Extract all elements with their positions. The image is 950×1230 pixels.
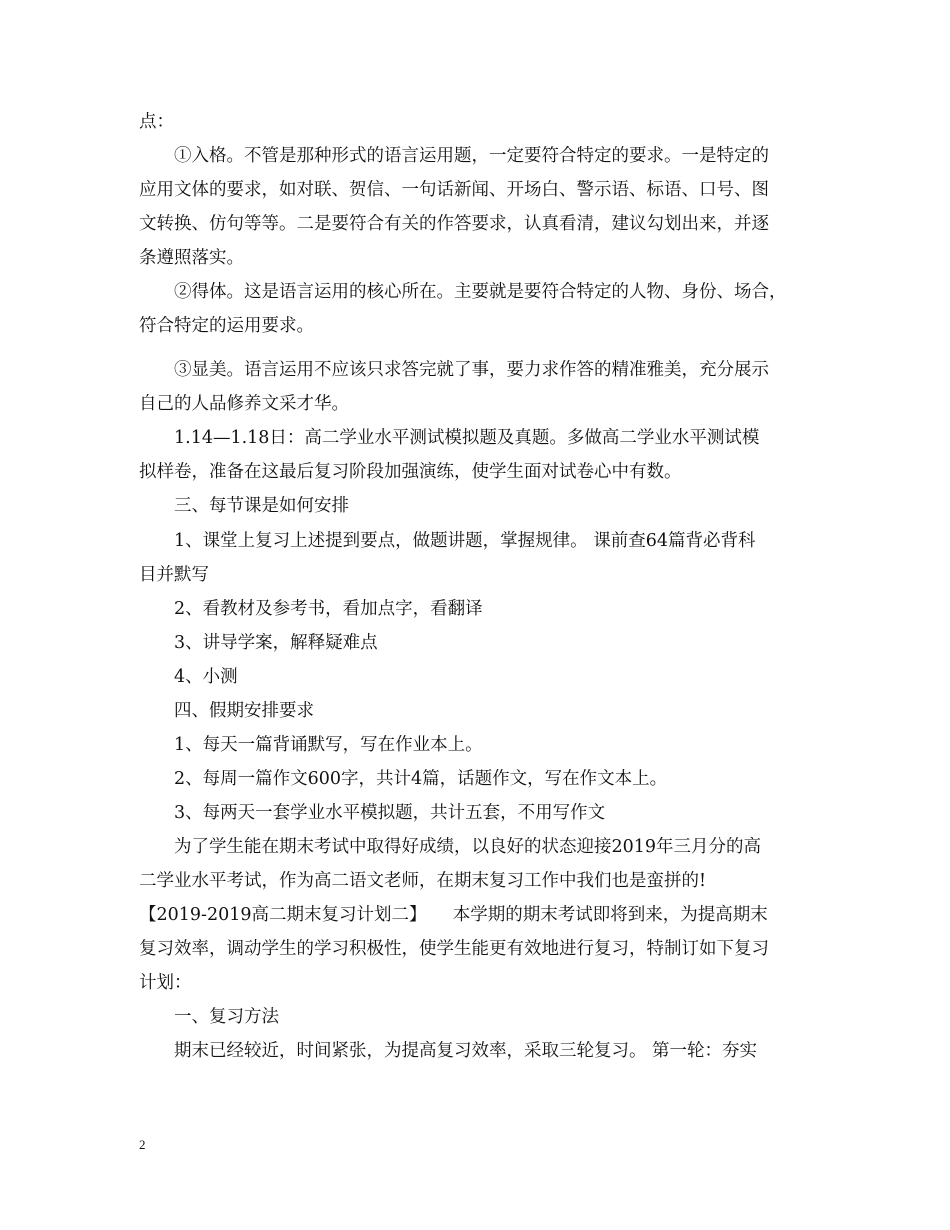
text-line: 2、每周一篇作文600字，共计4篇，话题作文，写在作文本上。 bbox=[174, 769, 668, 789]
text-line: 目并默写 bbox=[139, 565, 209, 585]
text-line: ②得体。这是语言运用的核心所在。主要就是要符合特定的人物、身份、场合， bbox=[174, 282, 787, 302]
page-number: 2 bbox=[139, 1137, 146, 1152]
text-line: 点： bbox=[139, 112, 174, 132]
text-line: ①入格。不管是那种形式的语言运用题，一定要符合特定的要求。一是特定的 bbox=[174, 146, 769, 166]
text-line: 1.14—1.18日：高二学业水平测试模拟题及真题。多做高二学业水平测试模 bbox=[174, 428, 760, 448]
text-line: 条遵照落实。 bbox=[139, 248, 244, 268]
text-line: 三、每节课是如何安排 bbox=[174, 496, 349, 516]
text-line: 拟样卷，准备在这最后复习阶段加强演练，使学生面对试卷心中有数。 bbox=[139, 462, 682, 482]
text-line: 一、复习方法 bbox=[174, 1007, 279, 1027]
text-line: 应用文体的要求，如对联、贺信、一句话新闻、开场白、警示语、标语、口号、图 bbox=[139, 180, 769, 200]
text-line: 自己的人品修养文采才华。 bbox=[139, 394, 349, 414]
text-line: 符合特定的运用要求。 bbox=[139, 316, 314, 336]
text-line: 4、小测 bbox=[174, 667, 238, 687]
text-line: 3、每两天一套学业水平模拟题，共计五套，不用写作文 bbox=[174, 803, 606, 823]
text-line: 复习效率，调动学生的学习积极性，使学生能更有效地进行复习，特制订如下复习 bbox=[139, 939, 769, 959]
text-line: 二学业水平考试，作为高二语文老师，在期末复习工作中我们也是蛮拼的! bbox=[139, 871, 707, 891]
text-line: 为了学生能在期末考试中取得好成绩，以良好的状态迎接2019年三月分的高 bbox=[174, 837, 762, 857]
text-line: 3、讲导学案，解释疑难点 bbox=[174, 633, 378, 653]
text-line: 【2019-2019高二期末复习计划二】 本学期的期末考试即将到来，为提高期末 bbox=[139, 905, 768, 925]
text-line: 1、每天一篇背诵默写，写在作业本上。 bbox=[174, 735, 483, 755]
text-line: 期末已经较近，时间紧张，为提高复习效率，采取三轮复习。 第一轮：夯实 bbox=[174, 1041, 758, 1061]
text-line: 计划： bbox=[139, 973, 192, 993]
text-line: 1、课堂上复习上述提到要点，做题讲题，掌握规律。 课前查64篇背必背科 bbox=[174, 531, 756, 551]
text-line: ③显美。语言运用不应该只求答完就了事，要力求作答的精准雅美，充分展示 bbox=[174, 360, 769, 380]
text-line: 2、看教材及参考书，看加点字，看翻译 bbox=[174, 599, 483, 619]
text-line: 文转换、仿句等等。二是要符合有关的作答要求，认真看清，建议勾划出来，并逐 bbox=[139, 214, 769, 234]
text-line: 四、假期安排要求 bbox=[174, 701, 314, 721]
